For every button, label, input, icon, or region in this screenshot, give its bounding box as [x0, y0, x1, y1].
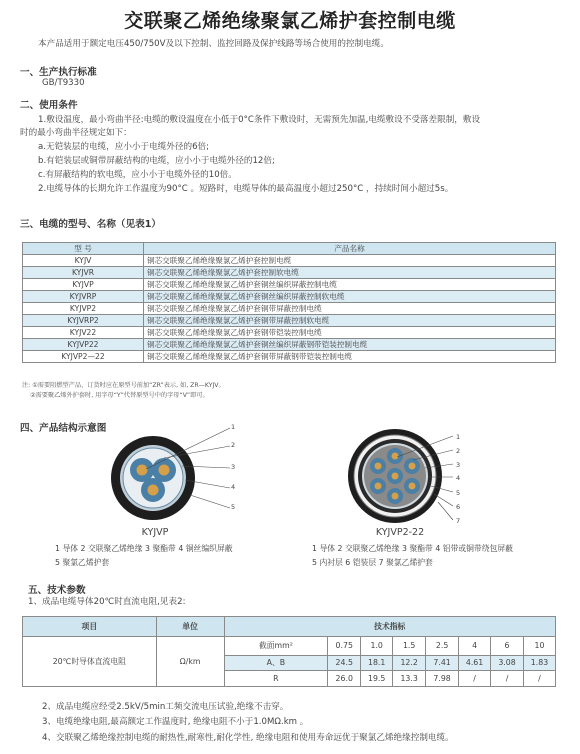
r-value: /: [459, 671, 491, 687]
model-code: KYJVRP: [23, 291, 144, 303]
kyjvp-callout-4: 4: [231, 483, 236, 491]
r-value: 13.3: [393, 671, 426, 687]
row-label: 20℃时导体直流电阻: [23, 637, 157, 687]
model-code: KYJVR: [23, 267, 144, 279]
product-name: 铜芯交联聚乙烯绝缘聚氯乙烯护套铜带屏蔽控制软电缆: [144, 315, 556, 327]
kyjvp2-22-legend-line2: 5 内衬层 6 铠装层 7 聚氯乙烯护套: [312, 558, 433, 567]
model-row: [23, 255, 556, 267]
condition-a: a.无铠装层的电缆，应小小于电缆外径的6倍;: [38, 142, 210, 152]
model-code: KYJVP2—22: [23, 351, 144, 363]
model-row: [23, 327, 556, 339]
ab-value: 3.08: [491, 655, 524, 671]
section1-heading: 一、生产执行标准: [20, 67, 97, 78]
area-value: 0.75: [328, 637, 361, 656]
product-name: 铜芯交联聚乙烯绝缘聚氯乙烯护套铜丝编织屏蔽钢带铠装控制电缆: [144, 339, 556, 351]
col-name-header: 产品名称: [144, 243, 556, 255]
intro-text: 本产品适用于额定电压450/750V及以下控制、监控回路及保护线路等场合使用的控制电缆。: [38, 39, 389, 49]
kyjvp-callout-2: 2: [231, 441, 236, 449]
kyjvp-callout-1: 1: [231, 423, 236, 431]
condition-line1a: 1.敷设温度，最小弯曲半径:电缆的敷设温度在小低于0°C条件下敷设时，无需预先加温,电缆敷设不受落差限制，敷设: [38, 115, 481, 125]
col-model-header: 型 号: [23, 243, 144, 255]
product-name: 铜芯交联聚乙烯绝缘聚氯乙烯护套控制软电缆: [144, 267, 556, 279]
r-value: /: [491, 671, 524, 687]
area-value: 4: [459, 637, 491, 656]
row-unit: Ω/km: [156, 637, 224, 687]
tech-item1: 1、成品电缆导体20℃时直流电阻,见表2:: [28, 597, 186, 607]
model-row: [23, 315, 556, 327]
kyjvp-model-label: KYJVP: [141, 527, 169, 538]
kyjvp-cross-section: [90, 420, 250, 520]
header-unit: 单位: [156, 617, 224, 637]
model-code: KYJVP22: [23, 339, 144, 351]
model-code: KYJV: [23, 255, 144, 267]
kyjvp2-22-model-label: KYJVP2-22: [375, 527, 425, 538]
product-name: 铜芯交联聚乙烯绝缘聚氯乙烯护套铜丝编织屏蔽控制软电缆: [144, 291, 556, 303]
area-value: 10: [523, 637, 555, 656]
tech-item3: 3、电缆绝缘电阻,最高额定工作温度时, 绝缘电阻不小于1.0MΩ.km 。: [42, 717, 309, 727]
ab-value: 4.61: [459, 655, 491, 671]
section2-heading: 二、使用条件: [20, 100, 78, 111]
model-row: [23, 351, 556, 363]
ab-value: 12.2: [393, 655, 426, 671]
kyjvp2-22-callout-6: 6: [456, 503, 461, 511]
r-label: R: [224, 671, 328, 687]
area-value: 1.5: [393, 637, 426, 656]
kyjvp2-22-cross-section: [335, 420, 465, 525]
kyjvp-callout-3: 3: [231, 463, 236, 471]
kyjvp2-22-callout-1: 1: [456, 433, 461, 441]
condition-b: b.有铠装层或铜带屏蔽结构的电缆，应小小于电缆外径的12倍;: [38, 156, 275, 166]
area-value: 6: [491, 637, 524, 656]
section5-heading: 五、技术参数: [28, 585, 86, 596]
product-name: 铜芯交联聚乙烯绝缘聚氯乙烯护套铜带屏蔽控制电缆: [144, 303, 556, 315]
condition-c: c.有屏蔽结构的软电缆，应小小于电缆外径的10倍。: [38, 170, 237, 180]
tech-item4: 4、交联聚乙烯绝缘控制电缆的耐热性,耐寒性,耐化学性, 绝缘电阻和使用寿命远优于聚氯乙烯绝缘控制电缆。: [42, 733, 454, 743]
table-note2: ②需要聚乙烯外护套时, 用字母“Y”代替原型号中的字母“V”即可。: [30, 392, 209, 399]
header-spec: 技术指标: [224, 617, 555, 637]
header-item: 项目: [23, 617, 157, 637]
model-code: KYJVRP2: [23, 315, 144, 327]
r-value: 26.0: [328, 671, 361, 687]
model-table: [22, 242, 556, 363]
ab-value: 18.1: [361, 655, 393, 671]
model-code: KYJVP2: [23, 303, 144, 315]
ab-value: 1.83: [523, 655, 555, 671]
r-value: 7.98: [426, 671, 459, 687]
page-title: 交联聚乙烯绝缘聚氯乙烯护套控制电缆: [124, 10, 456, 32]
product-name: 铜芯交联聚乙烯绝缘聚氯乙烯护套钢带铠装控制电缆: [144, 327, 556, 339]
core-3: [141, 478, 165, 502]
model-row: [23, 291, 556, 303]
kyjvp2-22-callout-2: 2: [456, 447, 461, 455]
section3-heading: 三、电缆的型号、名称（见表1）: [20, 219, 161, 230]
model-row: [23, 267, 556, 279]
table-note1: 注: ①需要阻燃型产品，订货时应在原型号前加“ZR”表示, 如, ZR—KYJV。: [22, 382, 225, 389]
r-value: /: [523, 671, 555, 687]
tech-item2: 2、成品电缆应经受2.5kV/5min工频交流电压试验,绝缘不击穿。: [42, 702, 289, 712]
kyjvp2-22-callout-5: 5: [456, 489, 461, 497]
ab-value: 24.5: [328, 655, 361, 671]
kyjvp-callout-5: 5: [231, 503, 236, 511]
model-code: KYJVP: [23, 279, 144, 291]
ab-value: 7.41: [426, 655, 459, 671]
product-name: 铜芯交联聚乙烯绝缘聚氯乙烯护套控制电缆: [144, 255, 556, 267]
r-value: 19.5: [361, 671, 393, 687]
kyjvp-legend-line2: 5 聚氯乙烯护套: [55, 558, 110, 567]
kyjvp2-22-callout-3: 3: [456, 461, 461, 469]
kyjvp2-22-legend-line1: 1 导体 2 交联聚乙烯绝缘 3 聚酯带 4 铝带或铜带绕包屏蔽: [312, 544, 513, 553]
area-row: [23, 637, 556, 656]
standard-code: GB/T9330: [42, 78, 85, 88]
kyjvp2-22-callout-7: 7: [456, 517, 461, 525]
area-value: 1.0: [361, 637, 393, 656]
product-name: 铜芯交联聚乙烯绝缘聚氯乙烯护套铜带屏蔽钢带铠装控制电缆: [144, 351, 556, 363]
model-code: KYJV22: [23, 327, 144, 339]
ab-label: A、B: [224, 655, 328, 671]
model-table-body: [23, 255, 556, 363]
condition-line1b: 时的最小弯曲半径规定如下：: [20, 128, 132, 138]
model-row: [23, 279, 556, 291]
section4-heading: 四、产品结构示意图: [20, 423, 107, 434]
condition-line2: 2.电缆导体的长期允许工作温度为90°C 。短路时，电缆导体的最高温度小超过250°C ，持续时间小超过5s。: [38, 184, 454, 194]
kyjvp2-22-callout-4: 4: [456, 474, 461, 482]
product-name: 铜芯交联聚乙烯绝缘聚氯乙烯护套铜丝编织屏蔽控制电缆: [144, 279, 556, 291]
area-label: 截面mm²: [224, 637, 328, 656]
kyjvp-legend-line1: 1 导体 2 交联聚乙烯绝缘 3 聚酯带 4 铜丝编织屏蔽: [55, 544, 233, 553]
area-value: 2.5: [426, 637, 459, 656]
resistance-table: [22, 616, 556, 687]
model-row: [23, 303, 556, 315]
model-row: [23, 339, 556, 351]
